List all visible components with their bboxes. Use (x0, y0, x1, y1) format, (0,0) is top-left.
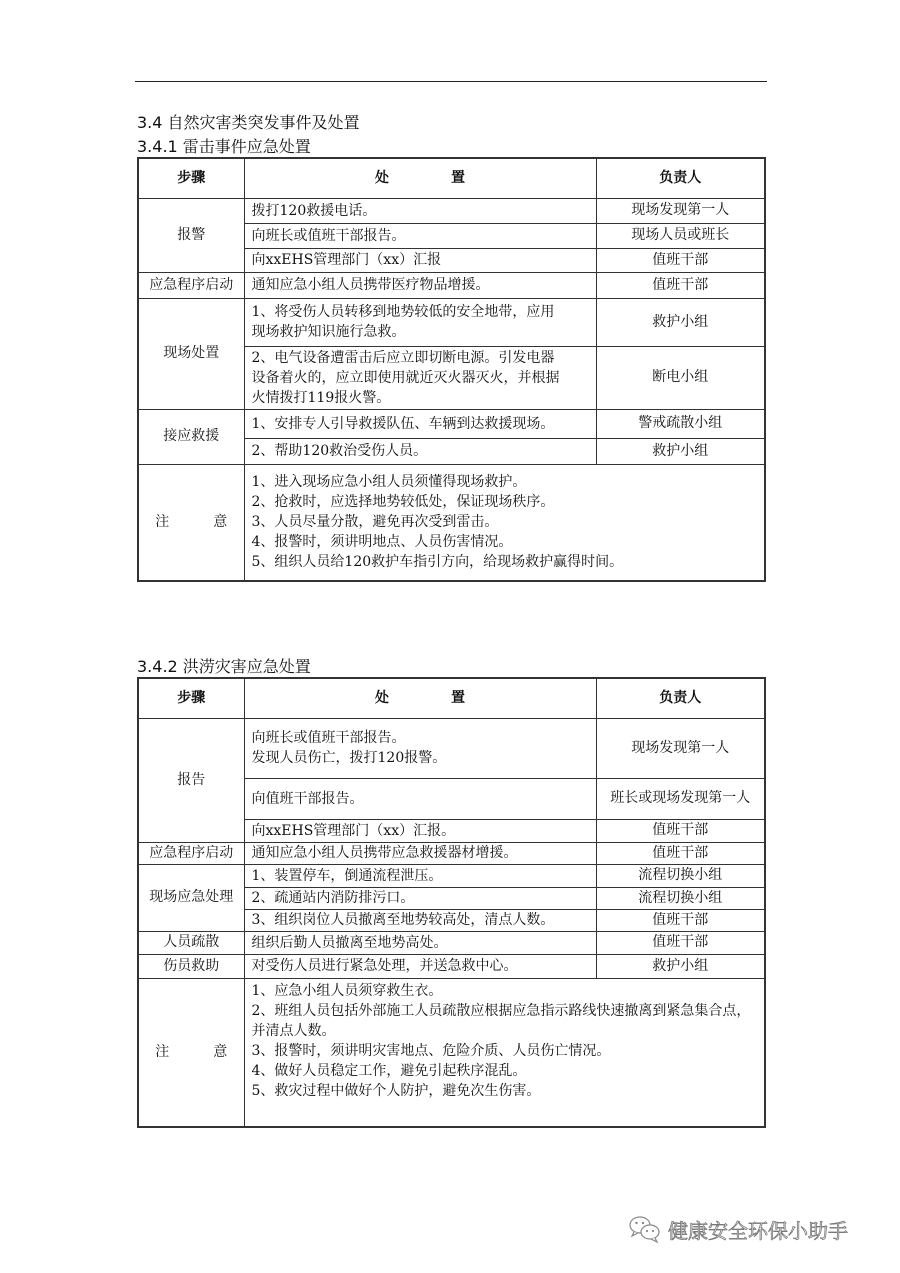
notes-label: 注 意 (138, 978, 244, 1127)
owner-cell: 现场发现第一人 (596, 198, 765, 223)
notes-label: 注 意 (138, 464, 244, 581)
notes-row (138, 978, 765, 1127)
flood-body (138, 718, 765, 1127)
action-line: 通知应急小组人员携带应急救援器材增援。 (251, 845, 518, 861)
action-line: 拨打120救援电话。 (251, 202, 377, 219)
step-cell: 应急程序启动 (138, 272, 244, 298)
note-item: 3、人员尽量分散，避免再次受到雷击。 (251, 514, 499, 531)
note-item: 3、报警时，须讲明灾害地点、危险介质、人员伤亡情况。 (251, 1042, 611, 1059)
notes-cell (244, 978, 765, 1127)
action-cell (244, 931, 596, 954)
header-action: 处 置 (244, 678, 596, 718)
action-line: 1、安排专人引导救援队伍、车辆到达救援现场。 (251, 415, 555, 432)
owner-cell: 值班干部 (596, 819, 765, 842)
action-cell (244, 198, 596, 223)
action-cell (244, 842, 596, 864)
action-line: 组织后勤人员撤离至地势高处。 (251, 934, 448, 951)
action-line: 向值班干部报告。 (251, 790, 364, 807)
action-cell (244, 864, 596, 887)
section-title: 3.4 自然灾害类突发事件及处置 (137, 113, 360, 132)
lightning-table (137, 157, 766, 582)
lightning-body (138, 198, 765, 581)
action-line: 对受伤人员进行紧急处理，并送急救中心。 (251, 958, 518, 974)
header-action: 处 置 (244, 158, 596, 198)
note-item: 5、组织人员给120救护车指引方向，给现场救护赢得时间。 (251, 554, 624, 571)
note-item: 4、报警时，须讲明地点、人员伤害情况。 (251, 534, 513, 551)
watermark (628, 1214, 848, 1244)
action-line: 向班长或值班干部报告。 (251, 730, 406, 746)
note-item: 1、进入现场应急小组人员须懂得现场救护。 (251, 474, 527, 491)
action-cell (244, 909, 596, 931)
step-cell: 人员疏散 (138, 931, 244, 954)
owner-cell: 流程切换小组 (596, 887, 765, 909)
action-cell (244, 346, 596, 409)
note-item: 2、班组人员包括外部施工人员疏散应根据应急指示路线快速撤离到紧急集合点，并清点人数。 (251, 1002, 751, 1039)
action-line: 向xxEHS管理部门（xx）汇报 (251, 252, 442, 268)
action-line: 1、将受伤人员转移到地势较低的安全地带，应用 (251, 304, 555, 320)
owner-cell: 值班干部 (596, 248, 765, 272)
table-row (138, 298, 765, 346)
table-row (138, 842, 765, 864)
table-row (138, 954, 765, 978)
owner-cell: 救护小组 (596, 438, 765, 464)
notes-cell (244, 464, 765, 581)
action-line: 通知应急小组人员携带医疗物品增援。 (251, 277, 490, 293)
table-row (138, 931, 765, 954)
note-item: 1、应急小组人员须穿救生衣。 (251, 982, 443, 999)
owner-cell: 值班干部 (596, 931, 765, 954)
action-cell (244, 954, 596, 978)
owner-cell: 断电小组 (596, 346, 765, 409)
note-item: 4、做好人员稳定工作，避免引起秩序混乱。 (251, 1062, 527, 1079)
action-line: 设备着火的，应立即使用就近灭火器灭火，并根据 (251, 369, 560, 386)
table-row (138, 409, 765, 438)
action-line: 向班长或值班干部报告。 (251, 227, 406, 244)
watermark-text: 健康安全环保小助手 (668, 1218, 848, 1243)
action-cell (244, 718, 596, 778)
owner-cell: 现场人员或班长 (596, 223, 765, 248)
header-rule (135, 81, 767, 82)
action-cell (244, 819, 596, 842)
action-line: 现场救护知识施行急救。 (251, 324, 406, 340)
action-cell (244, 438, 596, 464)
step-cell: 应急程序启动 (138, 842, 244, 864)
owner-cell: 警戒疏散小组 (596, 409, 765, 438)
notes-row (138, 464, 765, 581)
action-cell (244, 409, 596, 438)
action-line: 发现人员伤亡，拨打120报警。 (251, 750, 447, 766)
note-item: 2、抢救时，应选择地势较低处，保证现场秩序。 (251, 494, 555, 511)
owner-cell: 救护小组 (596, 954, 765, 978)
owner-cell: 救护小组 (596, 298, 765, 346)
table-header-row (138, 158, 765, 198)
owner-cell: 现场发现第一人 (596, 718, 765, 778)
step-cell: 现场应急处理 (138, 864, 244, 931)
table-header-row (138, 678, 765, 718)
action-cell (244, 778, 596, 819)
owner-cell: 流程切换小组 (596, 864, 765, 887)
step-cell: 现场处置 (138, 298, 244, 409)
table-row (138, 718, 765, 778)
action-cell (244, 887, 596, 909)
action-line: 向xxEHS管理部门（xx）汇报。 (251, 822, 456, 839)
action-line: 3、组织岗位人员撤离至地势较高处，清点人数。 (251, 912, 555, 928)
lightning-title: 3.4.1 雷击事件应急处置 (137, 137, 311, 156)
table-row (138, 198, 765, 223)
owner-cell: 值班干部 (596, 909, 765, 931)
step-cell: 报警 (138, 198, 244, 272)
step-cell: 伤员救助 (138, 954, 244, 978)
action-line: 2、疏通站内消防排污口。 (251, 890, 415, 906)
header-owner: 负责人 (596, 158, 765, 198)
header-step: 步骤 (138, 158, 244, 198)
action-line: 1、装置停车，倒通流程泄压。 (251, 867, 443, 884)
table-row (138, 272, 765, 298)
action-cell (244, 223, 596, 248)
flood-table (137, 677, 766, 1128)
owner-cell: 值班干部 (596, 842, 765, 864)
header-owner: 负责人 (596, 678, 765, 718)
step-cell: 报告 (138, 718, 244, 842)
action-cell (244, 272, 596, 298)
table-row (138, 864, 765, 887)
flood-title: 3.4.2 洪涝灾害应急处置 (137, 657, 311, 676)
note-item: 5、救灾过程中做好个人防护，避免次生伤害。 (251, 1082, 541, 1099)
owner-cell: 班长或现场发现第一人 (596, 778, 765, 819)
action-cell (244, 248, 596, 272)
action-cell (244, 298, 596, 346)
action-line: 2、电气设备遭雷击后应立即切断电源。引发电器 (251, 349, 555, 366)
wechat-icon (628, 1214, 662, 1244)
step-cell: 接应救援 (138, 409, 244, 464)
header-step: 步骤 (138, 678, 244, 718)
action-line: 火情拨打119报火警。 (251, 389, 391, 406)
owner-cell: 值班干部 (596, 272, 765, 298)
action-line: 2、帮助120救治受伤人员。 (251, 443, 428, 459)
